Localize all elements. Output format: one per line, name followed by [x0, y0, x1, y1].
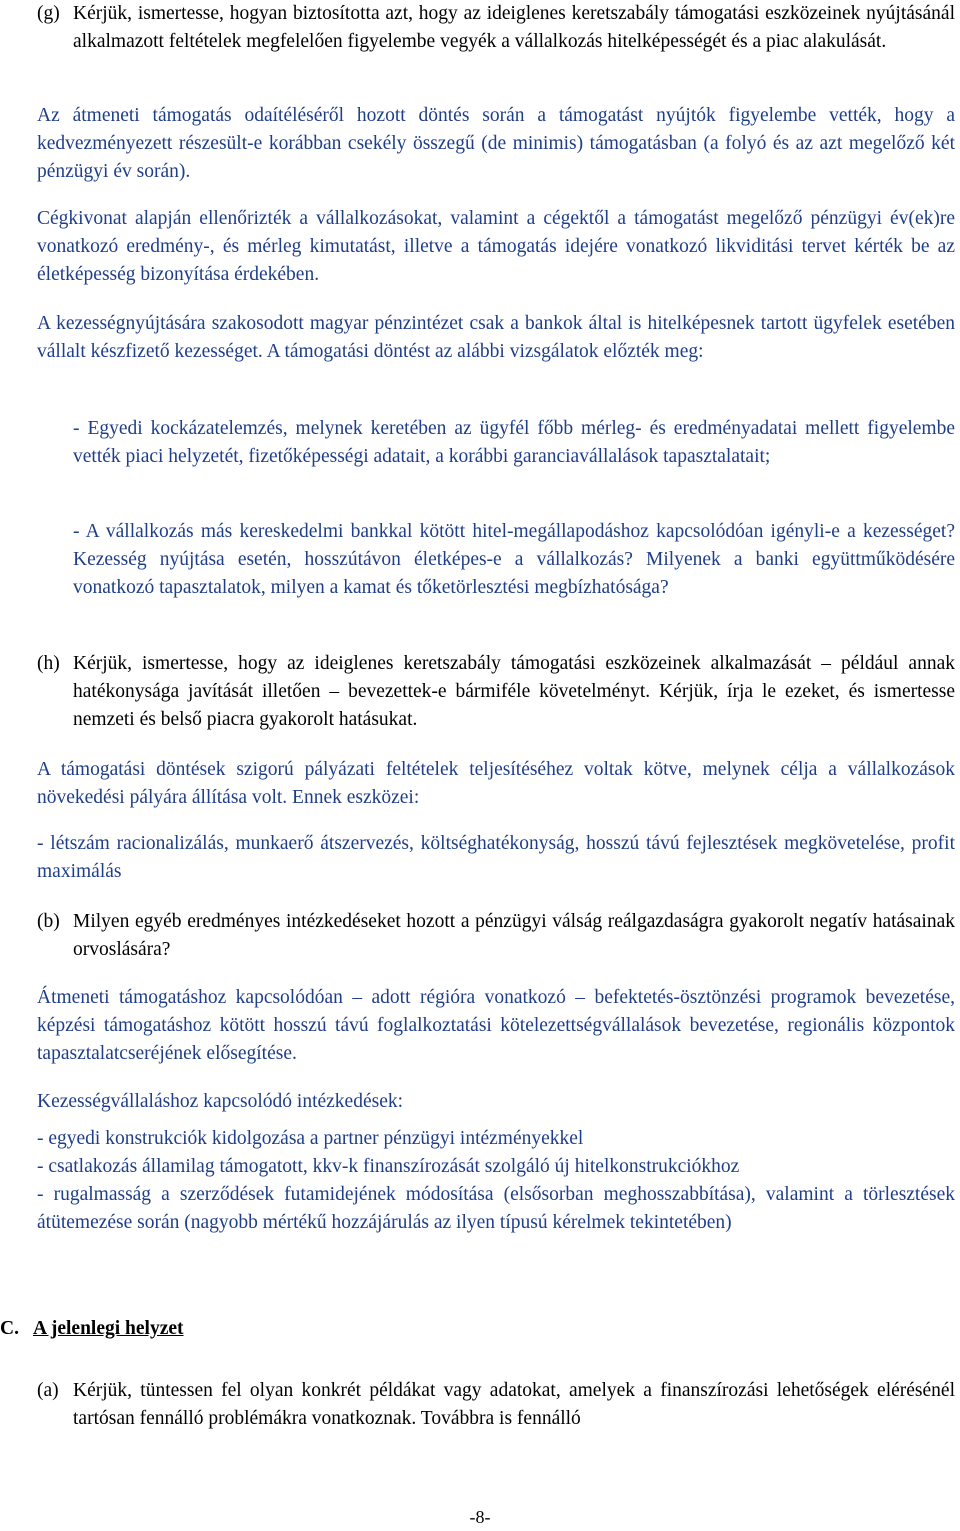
question-label: (a): [37, 1380, 59, 1401]
answer-bullet: - A vállalkozás más kereskedelmi bankkal kötött hitel-megállapodáshoz kapcsolódóan igényli-e a kezességet? Kezesség nyújtása esetén, hosszútávon életképes-e a vállalkozás? Milyenek a banki együttműködésére vonatkozó tapasztalatok, milyen a kamat és tőketörlesztési megbízhatósága?: [73, 521, 955, 598]
question-text: Kérjük, ismertesse, hogy az ideiglenes keretszabály támogatási eszközeinek alkalmazását – például annak hatékonysága javítását illetően – bevezettek-e bármiféle követelményt. Kérjük, írja le ezeket, és ismertesse nemzeti és belső piacra gyakorolt hatásukat.: [73, 653, 955, 730]
answer-paragraph: A kezességnyújtására szakosodott magyar pénzintézet csak a bankok által is hitelképesnek tartott ügyfelek esetében vállalt készfizető kezességet. A támogatási döntést az alábbi vizsgálatok előzték meg:: [37, 313, 955, 362]
question-a: [37, 1377, 955, 1433]
answer-paragraph: - létszám racionalizálás, munkaerő átszervezés, költséghatékonyság, hosszú távú fejlesztések megkövetelése, profit maximálás: [37, 833, 955, 882]
question-b: [37, 908, 955, 964]
answer-paragraph: A támogatási döntések szigorú pályázati feltételek teljesítéséhez voltak kötve, melynek célja a vállalkozások növekedési pályára állítása volt. Ennek eszközei:: [37, 759, 955, 808]
section-heading: [0, 1315, 184, 1343]
question-label: (g): [37, 3, 60, 24]
question-label: (h): [37, 653, 60, 674]
page-number: -8-: [469, 1507, 491, 1527]
answer-paragraph: Cégkivonat alapján ellenőrizték a vállalkozásokat, valamint a cégektől a támogatást megelőző pénzügyi év(ek)re vonatkozó eredmény-, és mérleg kimutatást, illetve a támogatás idejére vonatkozó likviditási tervet kérték be az életképesség bizonyítása érdekében.: [37, 208, 955, 285]
answer-list-item: - rugalmasság a szerződések futamidejének módosítása (elsősorban meghosszabbítása), valamint a törlesztések átütemezése során (nagyobb mértékű hozzájárulás az ilyen típusú kérelmek tekintetében): [37, 1184, 955, 1233]
question-text: Kérjük, tüntessen fel olyan konkrét példákat vagy adatokat, amelyek a finanszírozási lehetőségek elérésénél tartósan fennálló problémákra vonatkoznak. Továbbra is fennálló: [73, 1380, 955, 1429]
section-letter: C.: [0, 1318, 19, 1339]
question-text: Milyen egyéb eredményes intézkedéseket hozott a pénzügyi válság reálgazdaságra gyakorolt negatív hatásainak orvoslására?: [73, 911, 955, 960]
question-label: (b): [37, 911, 60, 932]
answer-paragraph: Az átmeneti támogatás odaítéléséről hozott döntés során a támogatást nyújtók figyelembe vették, hogy a kedvezményezett részesült-e korábban csekély összegű (de minimis) támogatásban (a folyó és az azt megelőző két pénzügyi év során).: [37, 105, 955, 182]
answer-bullet: - Egyedi kockázatelemzés, melynek keretében az ügyfél főbb mérleg- és eredményadatai mellett figyelembe vették piaci helyzetét, fizetőképességi adatait, a korábbi garanciavállalások tapasztalatait;: [73, 418, 955, 467]
answer-paragraph: Átmeneti támogatáshoz kapcsolódóan – adott régióra vonatkozó – befektetés-ösztönzési programok bevezetése, képzési támogatáshoz kötött hosszú távú foglalkoztatási kötelezettségvállalások bevezetése, regionális központok tapasztalatcseréjének elősegítése.: [37, 987, 955, 1064]
section-title: A jelenlegi helyzet: [32, 1318, 184, 1339]
question-g: [37, 0, 955, 56]
question-h: [37, 650, 955, 734]
question-text: Kérjük, ismertesse, hogyan biztosította azt, hogy az ideiglenes keretszabály támogatási eszközeinek nyújtásánál alkalmazott feltételek megfelelően figyelembe vegyék a vállalkozás hitelképességét és a piac alakulását.: [73, 3, 955, 52]
answer-list-item: - egyedi konstrukciók kidolgozása a partner pénzügyi intézményekkel: [37, 1128, 584, 1149]
answer-paragraph: Kezességvállaláshoz kapcsolódó intézkedések:: [37, 1091, 404, 1112]
answer-list-item: - csatlakozás államilag támogatott, kkv-k finanszírozását szolgáló új hitelkonstrukciókhoz: [37, 1156, 740, 1177]
